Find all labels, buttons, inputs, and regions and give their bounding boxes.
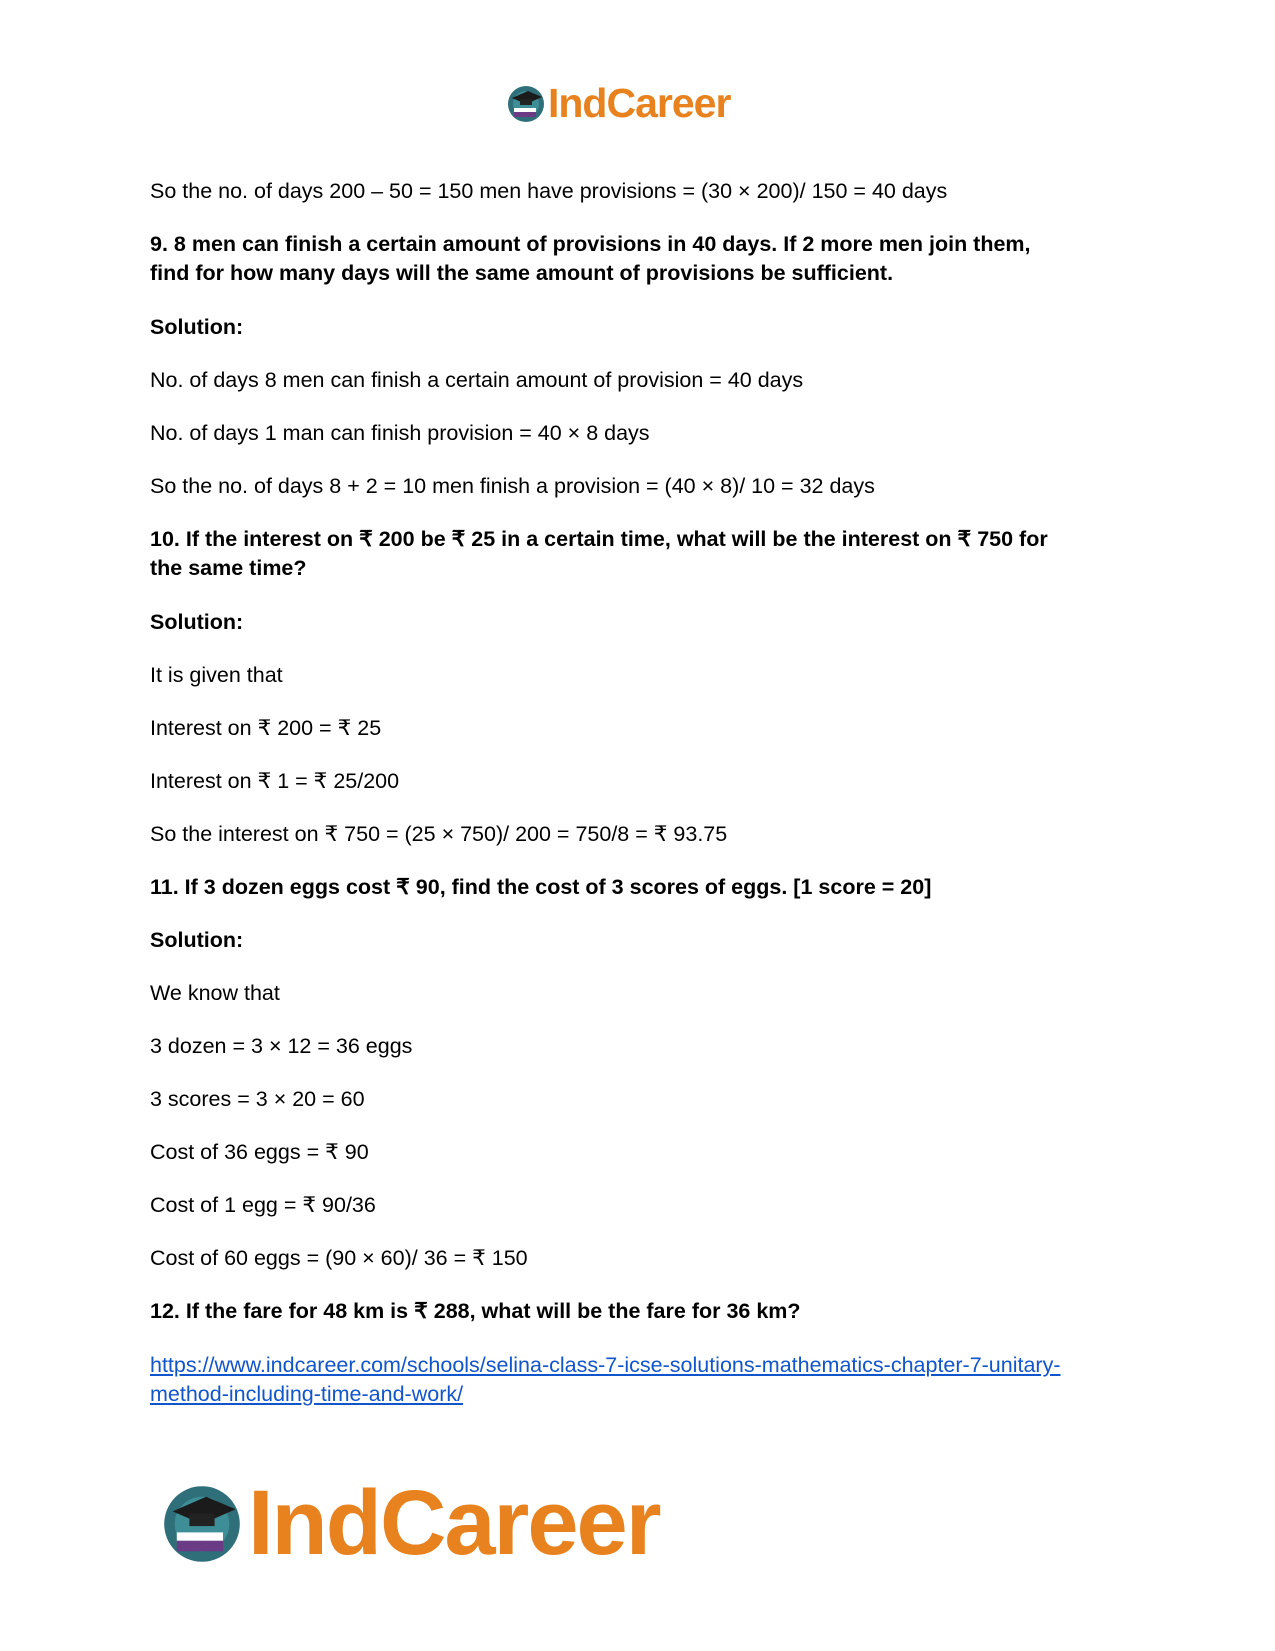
solution-heading: Solution: [150,610,244,634]
solution-heading: Solution: [150,928,244,952]
question-11: 11. If 3 dozen eggs cost ₹ 90, find the cost of 3 scores of eggs. [1 score = 20] [150,875,932,899]
text-line: Cost of 1 egg = ₹ 90/36 [150,1193,376,1217]
text-line: It is given that [150,663,283,687]
question-10-cont: the same time? [150,556,307,580]
footer-logo-text: IndCareer [248,1472,660,1574]
solution-heading: Solution: [150,315,244,339]
question-10: 10. If the interest on ₹ 200 be ₹ 25 in a certain time, what will be the interest on ₹ 750 for [150,527,1048,551]
question-9: 9. 8 men can finish a certain amount of provisions in 40 days. If 2 more men join them, [150,232,1031,256]
header-logo [506,80,730,127]
text-line: We know that [150,981,280,1005]
text-line: Cost of 36 eggs = ₹ 90 [150,1140,369,1164]
source-link[interactable]: https://www.indcareer.com/schools/selina-class-7-icse-solutions-mathematics-chapter-7-unitary- [150,1353,1061,1377]
graduation-book-icon [160,1482,244,1566]
footer-logo [160,1471,660,1576]
text-line: Cost of 60 eggs = (90 × 60)/ 36 = ₹ 150 [150,1246,528,1270]
text-line: So the interest on ₹ 750 = (25 × 750)/ 200 = 750/8 = ₹ 93.75 [150,822,728,846]
text-line: 3 dozen = 3 × 12 = 36 eggs [150,1034,413,1058]
question-12: 12. If the fare for 48 km is ₹ 288, what will be the fare for 36 km? [150,1299,801,1323]
text-line: Interest on ₹ 1 = ₹ 25/200 [150,769,400,793]
text-line: So the no. of days 200 – 50 = 150 men have provisions = (30 × 200)/ 150 = 40 days [150,179,948,203]
header-logo-text: IndCareer [548,80,731,126]
text-line: Interest on ₹ 200 = ₹ 25 [150,716,382,740]
question-9-cont: find for how many days will the same amount of provisions be sufficient. [150,261,894,285]
text-line: 3 scores = 3 × 20 = 60 [150,1087,365,1111]
text-line: So the no. of days 8 + 2 = 10 men finish a provision = (40 × 8)/ 10 = 32 days [150,474,875,498]
text-line: No. of days 8 men can finish a certain amount of provision = 40 days [150,368,804,392]
text-line: No. of days 1 man can finish provision = 40 × 8 days [150,421,650,445]
source-link-cont[interactable]: method-including-time-and-work/ [150,1382,464,1406]
graduation-book-icon [506,84,546,124]
